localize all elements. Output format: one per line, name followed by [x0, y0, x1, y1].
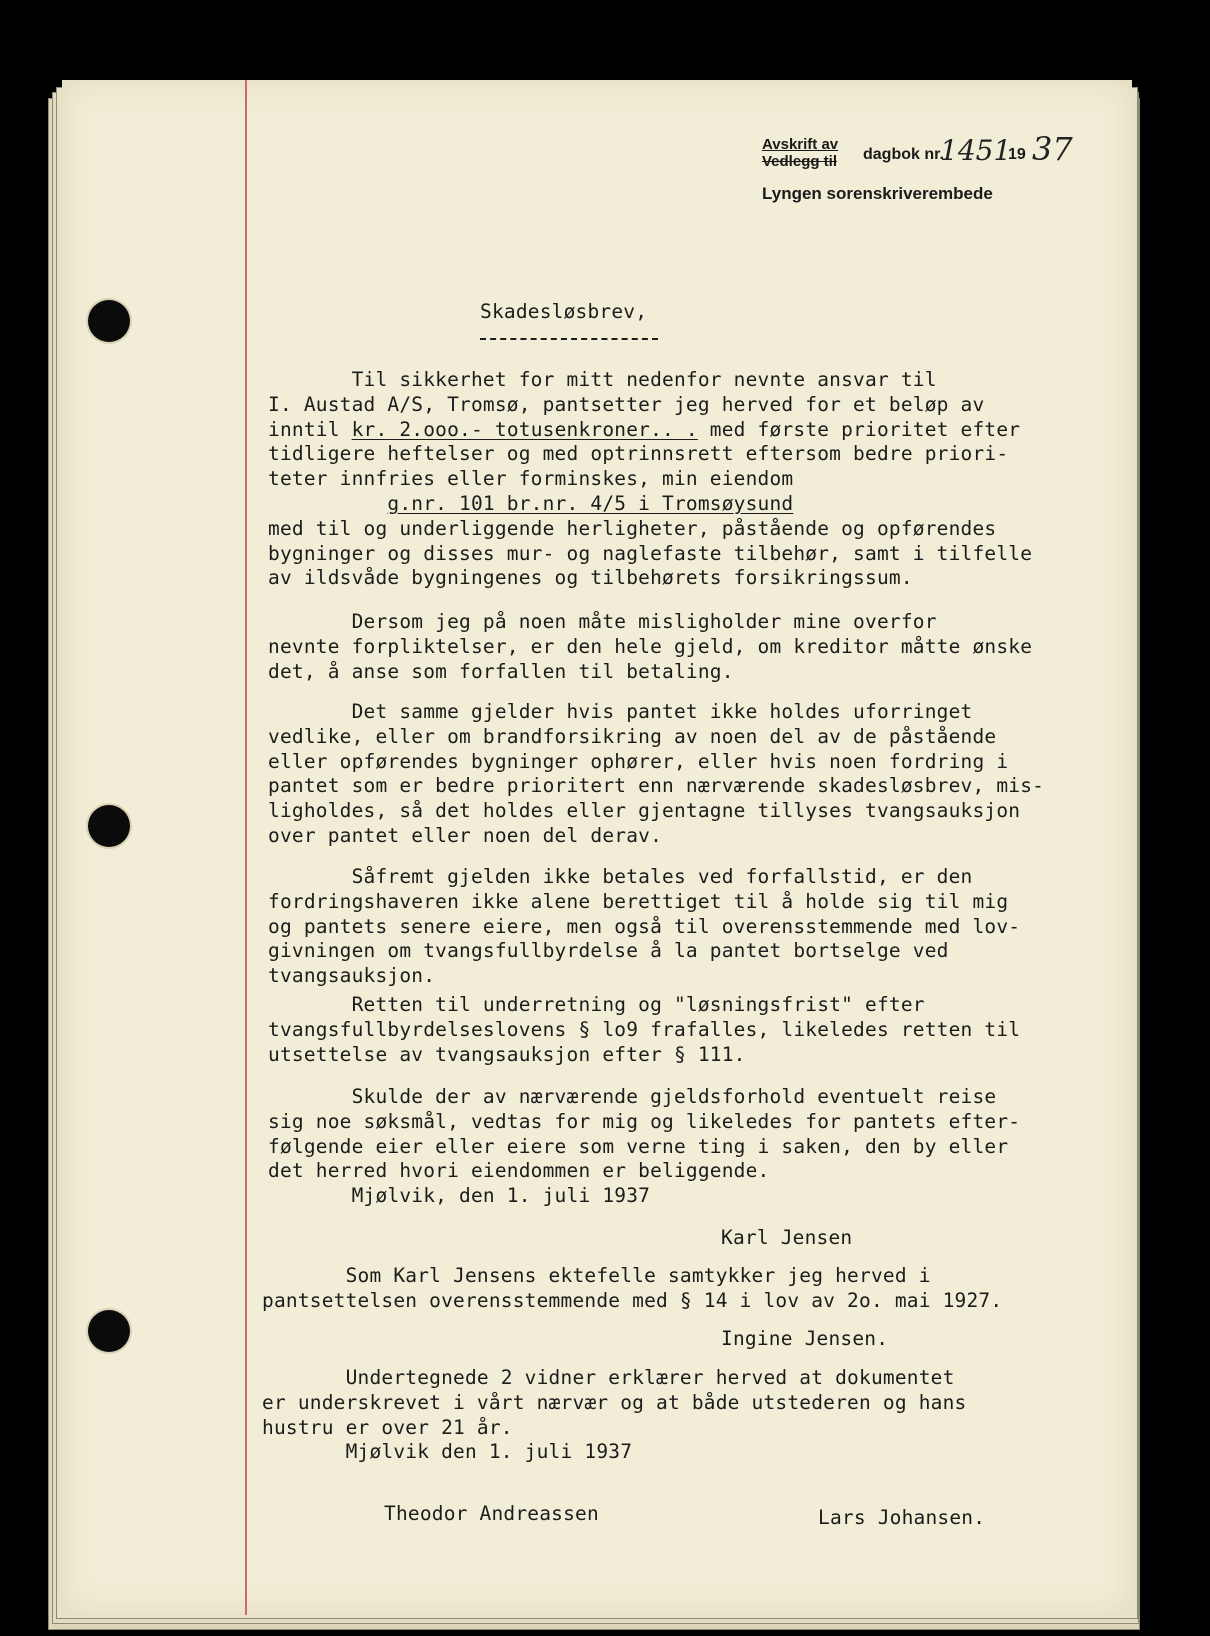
paragraph-1: [268, 368, 1032, 591]
text-line: pantet som er bedre prioritert enn nærværende skadesløsbrev, mis-: [268, 774, 1045, 798]
text-line: nevnte forpliktelser, er den hele gjeld, om kreditor måtte ønske: [268, 634, 1033, 658]
text-line: Dersom jeg på noen måte misligholder mine overfor: [268, 610, 937, 633]
signature-ingine-jensen: Ingine Jensen.: [721, 1327, 889, 1350]
paragraph-8: [262, 1366, 966, 1465]
text-line: Mjølvik, den 1. juli 1937: [268, 1184, 651, 1208]
punch-hole: [88, 805, 130, 847]
text-line: eller opførendes bygninger ophører, eller hvis noen fordring i: [268, 749, 1009, 773]
text-line: Det samme gjelder hvis pantet ikke holdes uforringet: [268, 700, 973, 723]
text-line: tvangsauksjon.: [268, 964, 436, 988]
text-line: vedlike, eller om brandforsikring av noen del av de påstående: [268, 724, 997, 748]
paragraph-2: [268, 610, 1032, 684]
text-line: tidligere heftelser og med optrinnsrett eftersom bedre priori-: [268, 442, 1009, 466]
stamp-label: [762, 136, 838, 170]
text-line: Som Karl Jensens ektefelle samtykker jeg herved i: [262, 1264, 931, 1287]
registry-stamp: [762, 130, 1092, 224]
text-line: inntil kr. 2.ooo.- totusenkroner.. . med første prioritet efter: [268, 417, 1021, 441]
text-line: Til sikkerhet for mitt nedenfor nevnte ansvar til: [268, 368, 937, 391]
paragraph-5: [268, 993, 1020, 1067]
paragraph-7: [262, 1264, 1002, 1314]
loan-amount: kr. 2.ooo.- totusenkroner.. .: [351, 417, 698, 441]
stamp-label-struck: Vedlegg til: [762, 153, 838, 170]
text-line: og pantets senere eiere, men også til overensstemmende med lov-: [268, 914, 1021, 938]
text-line: ligholdes, så det holdes eller gjentagne tillyses tvangsauksjon: [268, 799, 1021, 823]
text-line: sig noe søksmål, vedtas for mig og likeledes for pantets efter-: [268, 1109, 1021, 1133]
text-line: Undertegnede 2 vidner erklærer herved at dokumentet: [262, 1366, 955, 1389]
title-underline: [480, 338, 658, 340]
text-line: I. Austad A/S, Tromsø, pantsetter jeg herved for et beløp av: [268, 392, 985, 416]
stamp-label-current: Avskrift av: [762, 136, 839, 153]
stamp-year-prefix: 19: [1008, 146, 1026, 163]
witness-2: Lars Johansen.: [818, 1506, 986, 1529]
text-line: er underskrevet i vårt nærvær og at både utstederen og hans: [262, 1390, 967, 1414]
stamp-office: Lyngen sorenskriverembede: [762, 184, 993, 203]
text-line: [268, 492, 793, 515]
property-id: g.nr. 101 br.nr. 4/5 i Tromsøysund: [387, 491, 794, 515]
text-line: Retten til underretning og "løsningsfrist" efter: [268, 993, 925, 1016]
paragraph-3: [268, 700, 1044, 849]
signature-karl-jensen: Karl Jensen: [721, 1226, 853, 1249]
paragraph-6: [268, 1085, 1020, 1209]
paragraph-4: [268, 865, 1020, 989]
text-line: av ildsvåde bygningenes og tilbehørets forsikringssum.: [268, 566, 913, 590]
text-line: givningen om tvangsfullbyrdelse å la pantet bortselge ved: [268, 939, 949, 963]
text-line: over pantet eller noen del derav.: [268, 823, 663, 847]
text-line: følgende eier eller eiere som verne ting i saken, den by eller: [268, 1134, 1009, 1158]
text-line: det herred hvori eiendommen er beliggende.: [268, 1159, 770, 1183]
text-line: Mjølvik den 1. juli 1937: [262, 1440, 633, 1464]
text-line: Såfremt gjelden ikke betales ved forfallstid, er den: [268, 865, 973, 888]
punch-hole: [88, 1310, 130, 1352]
punch-hole: [88, 300, 130, 342]
stamp-journal-number: 1451: [940, 134, 1012, 167]
text-line: teter innfries eller forminskes, min eiendom: [268, 467, 794, 491]
stamp-dagbok-label: dagbok nr.: [863, 146, 944, 163]
text-line: med til og underliggende herligheter, påstående og opførendes: [268, 516, 997, 540]
text-line: pantsettelsen overensstemmende med § 14 i lov av 2o. mai 1927.: [262, 1288, 1003, 1312]
red-margin-line: [245, 80, 247, 1615]
text-line: tvangsfullbyrdelseslovens § lo9 frafalles, likeledes retten til: [268, 1017, 1021, 1041]
witness-1: Theodor Andreassen: [384, 1502, 599, 1525]
text-line: utsettelse av tvangsauksjon efter § 111.: [268, 1042, 746, 1066]
text-line: fordringshaveren ikke alene berettiget til å holde sig til mig: [268, 889, 1009, 913]
text-line: hustru er over 21 år.: [262, 1415, 513, 1439]
text-line: Skulde der av nærværende gjeldsforhold eventuelt reise: [268, 1085, 997, 1108]
text-line: bygninger og disses mur- og naglefaste tilbehør, samt i tilfelle: [268, 541, 1033, 565]
document-title: Skadesløsbrev,: [480, 300, 648, 323]
stamp-year-suffix: 37: [1032, 130, 1073, 168]
text-line: det, å anse som forfallen til betaling.: [268, 659, 734, 683]
